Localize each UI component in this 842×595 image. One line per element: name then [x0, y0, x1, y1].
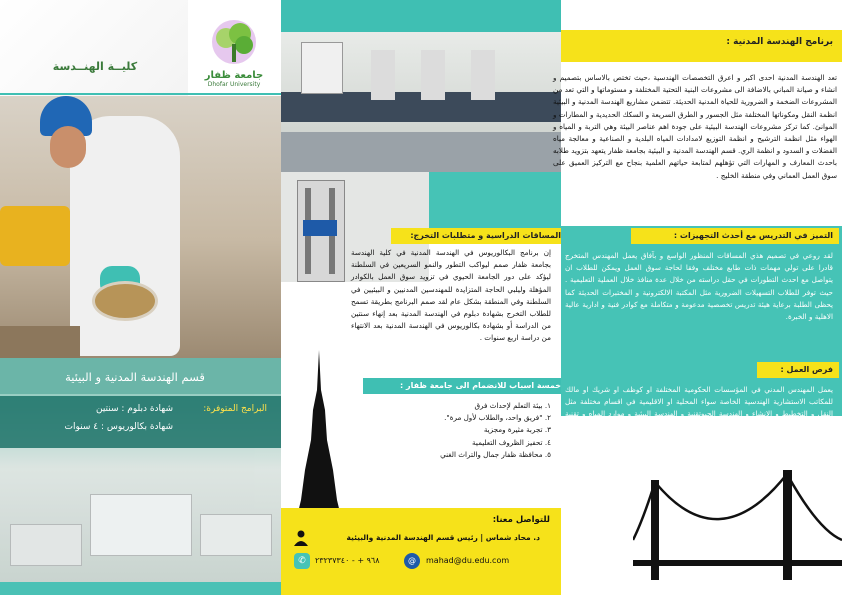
jobs-paragraph: يعمل المهندس المدني في المؤسسات الحكومية المختلفة او كوظف او شريك او مالك للمكاتب الاستشارية الهندسية الخاصة سواء المحلية او الاقليمية في اقسام مختلفة مثل النقل و التخطيط و الانشاء و الهندسة الجيوتقنية و الهندسة البيئية و موارد المياه و تقنية المعلومات . — [565, 385, 833, 431]
department-banner — [0, 358, 281, 582]
courses-heading: المساقات الدراسية و متطلبات التخرج: — [391, 228, 567, 244]
middle-teal-block — [429, 172, 561, 228]
courses-paragraph: إن برنامج البكالوريوس في الهندسة المدنية في كلية الهندسة بجامعة ظفار صمم ليواكب التطور والنمو السريعين في السلطنة ليؤكد على دور الجامعة الحيوي في تزويد سوق العمل بالكوادر المؤهلة وليلبي الحاجة المتزايدة للمهندسين المدنيين و البيئيين في السلطنة وفي المنطقة بشكل عام لقد صمم البرنامج بطريقة تسمح للطلاب التخرج بشهادة دبلوم في الهندسة المدنية بعد إنهاء سنتين من الدراسة أو بشهادة بكالوريوس في الهندسة المدنية بعد الانتهاء من دراسة اربع سنوات . — [351, 248, 551, 343]
middle-panel — [281, 0, 561, 595]
university-logo — [196, 20, 272, 90]
jobs-heading: فرص العمل : — [757, 362, 839, 378]
program-paragraph: تعد الهندسة المدنية احدى اكبر و اعرق التخصصات الهندسية ،حيث تختص بالاساس بتصميم و انشاء و صيانة المباني بالاضافة الى مشروعات البنية التحتية المختلفة و مستوماتها و التي تعد من المشروعات الضخمة و الضرورية للحياة المدنية الحديثة. تتضمن مشاريع الهندسة المدنية و البيئية انظمة النقل ومكوناتها المختلفة مثل الجسور و الطرق السريعة و السكك الحديدية و المطارات و الموانئ. كما تركز مشروعات الهندسة البيئية على جودة اهم عناصر البيئة وهي التربة و المياه و الهواء مثل انظمة الترشيح و انظمة التوزيع لامدادات المياه البلدية و الصناعية و معالجة مياه الفضلات و السدود و انظمة الري. قسم الهندسة المدنية و البيئية بجامعة ظفار يتعهد بتزويد طلابه باحدث المعارف و المهارات التي تؤهلهم لمتابعة حياتهم العلمية بنجاح مع التركيز العميق على سوق العمل العماني وفي منطقة الخليج . — [553, 73, 837, 180]
reason-item: ٥. محافظة ظفار جمال والتراث الغني — [440, 449, 551, 459]
contact-person: د. محاد شماس | رئيس قسم الهندسة المدنية والبيئية — [346, 533, 540, 542]
program-heading: برنامج الهندسة المدنية : — [726, 37, 833, 47]
bridge-silhouette-icon — [633, 470, 842, 580]
programs-box — [0, 396, 281, 448]
tree-logo-icon — [196, 20, 272, 66]
logo-arabic: جامعة ظفار — [204, 70, 264, 81]
logo-english: Dhofar University — [207, 81, 261, 88]
bachelor-text: شهادة بكالوريوس : ٤ سنوات — [64, 422, 173, 432]
left-bottom-teal — [0, 582, 281, 595]
contact-email: mahad@du.edu.com — [426, 556, 510, 565]
reasons-list — [381, 400, 551, 461]
excellence-paragraph: لقد روعي في تصميم هذي المساقات المنظور الواسع و بآفاق يعمل المهندس المتخرج قادرا على تولي مهمات ذات طابع مختلف وفقا لحاجة سوق العمل ويمكن للطلاب ان يتواصل مع احدث التطورات في حقل دراسته من خلال عدة منافذ خلال العملية التعليمية . حيث توفر للطلاب التسهيلات الضرورية مثل المكتبة الالكترونية و المختبرات الحديثة كما يحظى الطلبة برعاية هيئة تدريس تخصصية مدعومة و متكاملة مع كوادر فنية و ادارية عالية الاهلية و الخبرة. — [565, 251, 833, 322]
top-teal-line — [0, 93, 281, 95]
contact-phone: ٩٦٨ + - ٢٣٢٣٧٣٤٠ — [315, 556, 380, 565]
right-panel — [553, 0, 842, 595]
person-icon — [294, 530, 308, 546]
reason-item: ٢. "فريق واحد، والطلاب لأول مرة". — [444, 413, 551, 423]
tower-silhouette-icon — [289, 350, 349, 525]
department-title: قسم الهندسة المدنية و البيئية — [65, 370, 205, 384]
programs-label: البرامج المتوفرة: — [203, 404, 267, 414]
reason-item: ٤. تحفيز الظروف التعليمية — [472, 437, 551, 447]
lab-photo-top — [281, 32, 561, 172]
contact-heading: للتواصل معنا: — [492, 515, 550, 525]
left-panel — [0, 0, 281, 595]
diploma-text: شهادة دبلوم : سنتين — [95, 404, 173, 414]
phone-icon: ✆ — [294, 553, 310, 569]
engineer-photo — [0, 96, 281, 358]
reasons-heading: خمسة اسباب للانضمام الى جامعة ظفار : — [363, 378, 567, 394]
reason-item: ١. بيئة التعلم لإحداث فرق — [474, 401, 551, 410]
college-name: كليــة الهنــدسة — [52, 60, 138, 73]
email-icon: @ — [404, 553, 420, 569]
excellence-heading: التميز في التدريس مع أحدث التجهيزات : — [631, 228, 839, 244]
reason-item: ٣. تجربة مثيرة ومجزية — [483, 425, 551, 435]
middle-top-strip — [281, 0, 561, 32]
